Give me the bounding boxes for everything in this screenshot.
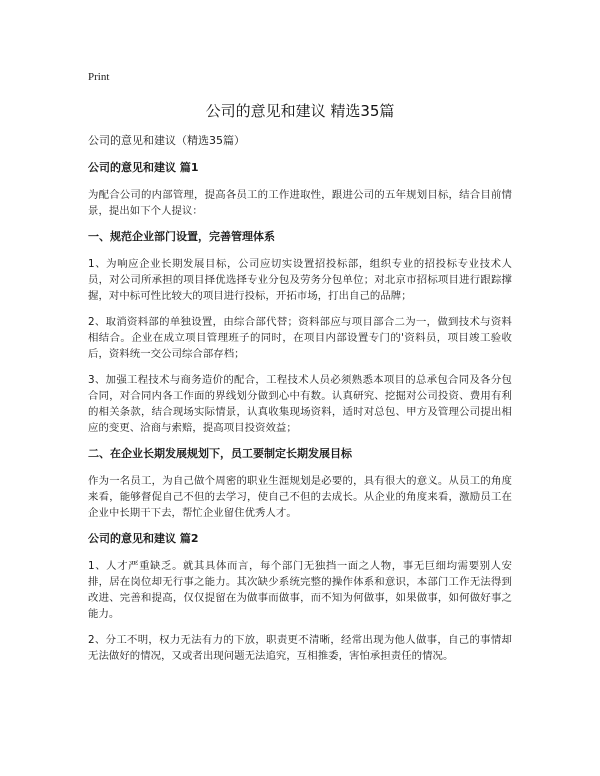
paragraph: 1、为响应企业长期发展目标，公司应切实设置招投标部，组织专业的招投标专业技术人员，对公司所承担的项目择优选择专业分包及劳务分包单位；对北京市招标项目进行跟踪撑握，对中标可性比较大的项目进行投标，开拓市场，打出自己的品牌；	[88, 258, 512, 302]
paragraph: 2、分工不明，权力无法有力的下放，职责更不清晰，经常出现为他人做事，自己的事情却无法做好的情况，又或者出现问题无法追究，互相推委，害怕承担责任的情况。	[88, 634, 512, 662]
page-title: 公司的意见和建议 精选35篇	[205, 102, 395, 120]
intro-paragraph: 为配合公司的内部管理，提高各员工的工作进取性，跟进公司的五年规划目标，结合目前情景，提出如下个人提议：	[88, 189, 512, 217]
article-heading-1: 公司的意见和建议 篇1	[88, 161, 199, 174]
part-heading-1: 一、规范企业部门设置，完善管理体系	[88, 230, 275, 243]
paragraph: 2、取消资料部的单独设置，由综合部代替；资料部应与项目部合二为一，做到技术与资料相结合。企业在成立项目管理班子的同时，在项目内部设置专门的'资料员，项目竣工验收后，资料统一交公司综合部存档；	[88, 316, 512, 360]
paragraph: 3、加强工程技术与商务造价的配合，工程技术人员必须熟悉本项目的总承包合同及各分包合同，对合同内各工作面的界线划分做到心中有数。认真研究、挖掘对公司投资、费用有利的相关条款，结合现场实际情景，认真收集现场资料，适时对总包、甲方及管理公司提出相应的变更、洽商与索赔，提高项目投资效益；	[88, 374, 512, 434]
print-label: Print	[88, 71, 110, 83]
article-heading-2: 公司的意见和建议 篇2	[88, 532, 199, 545]
paragraph: 1、人才严重缺乏。就其具体而言，每个部门无独挡一面之人物，事无巨细均需要别人安排，居在岗位却无行事之能力。其次缺少系统完整的操作体系和意识，本部门工作无法得到改进、完善和提高，仅仅提留在为做事而做事，而不知为何做事，如果做事，如何做好事之能力。	[88, 560, 512, 620]
document-subtitle: 公司的意见和建议（精选35篇）	[88, 134, 245, 147]
part-heading-2: 二、在企业长期发展规划下，员工要制定长期发展目标	[88, 447, 352, 460]
paragraph: 作为一名员工，为自己做个周密的职业生涯规划是必要的，具有很大的意义。从员工的角度来看，能够督促自己不但的去学习，使自己不但的去成长。从企业的角度来看，激励员工在企业中长期干下去，帮忙企业留住优秀人才。	[88, 475, 512, 519]
